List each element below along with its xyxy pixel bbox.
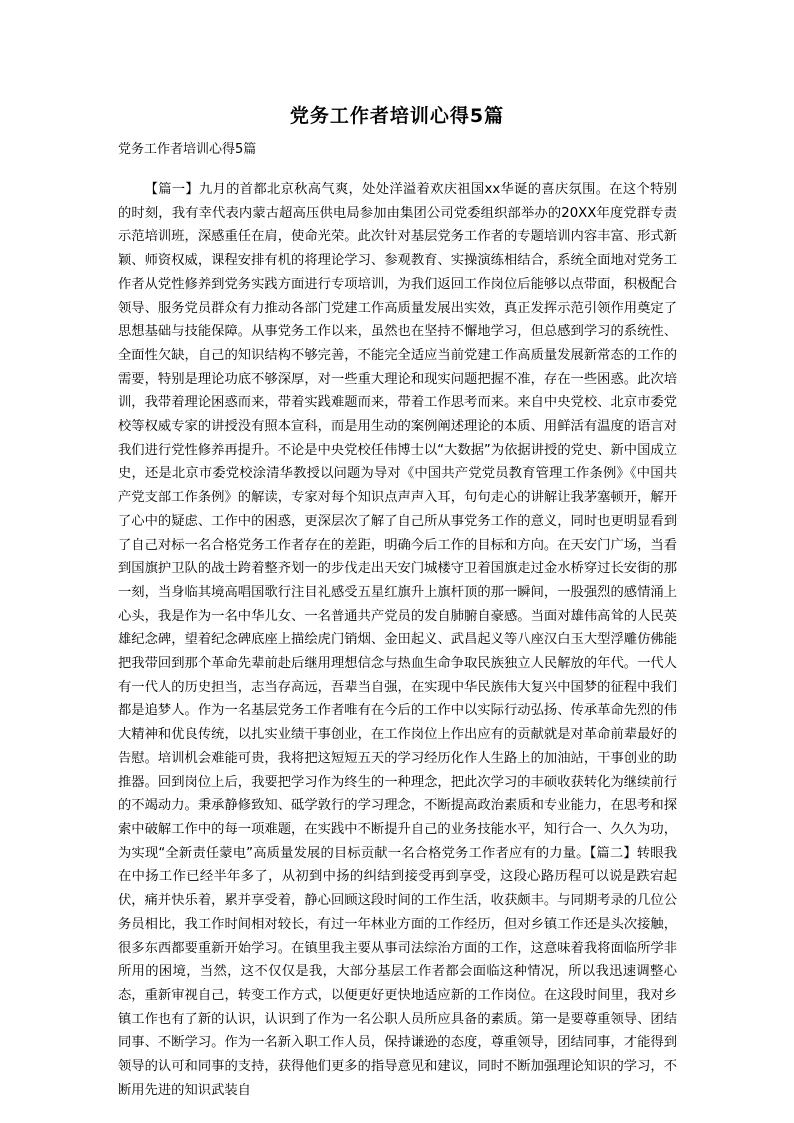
- document-subtitle: 党务工作者培训心得5篇: [118, 142, 257, 157]
- document-title: 党务工作者培训心得5篇: [289, 105, 505, 127]
- body-paragraph: 【篇一】九月的首都北京秋高气爽，处处洋溢着欢庆祖国xx华诞的喜庆氛围。在这个特别的时刻，我有幸代表内蒙古超高压供电局参加由集团公司党委组织部举办的20XX年度党群专责示范培训班，深感重任在肩，使命光荣。此次针对基层党务工作者的专题培训内容丰富、形式新颖、师资权威，课程安排有机的将理论学习、参观教育、实操演练相结合，系统全面地对党务工作者从党性修养到党务实践方面进行专项培训，为我们返回工作岗位后能够以点带面，积极配合领导、服务党员群众有力推动各部门党建工作高质量发展出实效，真正发挥示范引领作用奠定了思想基础与技能保障。从事党务工作以来，虽然也在坚持不懈地学习，但总感到学习的系统性、全面性欠缺，自己的知识结构不够完善，不能完全适应当前党建工作高质量发展新常态的工作的需要，特别是理论功底不够深厚，对一些重大理论和现实问题把握不准，存在一些困惑。此次培训，我带着理论困惑而来，带着实践难题而来，带着工作思考而来。来自中央党校、北京市委党校等权威专家的讲授没有照本宣科，而是用生动的案例阐述理论的本质、用鲜活有温度的语言对我们进行党性修养再提升。不论是中央党校任伟博士以“大数据”为依据讲授的党史、新中国成立史，还是北京市委党校涂清华教授以问题为导对《中国共产党党员教育管理工作条例》《中国共产党支部工作条例》的解读，专家对每个知识点声声入耳，句句走心的讲解让我茅塞顿开，解开了心中的疑虑、工作中的困惑，更深层次了解了自己所从事党务工作的意义，同时也更明显看到了自己对标一名合格党务工作者存在的差距，明确今后工作的目标和方向。在天安门广场，当看到国旗护卫队的战士跨着整齐划一的步伐走出天安门城楼守卫着国旗走过金水桥穿过长安街的那一刻，当身临其境高唱国歌行注目礼感受五星红旗升上旗杆顶的那一瞬间，一股强烈的感情涌上心头，我是作为一名中华儿女、一名普通共产党员的发自肺腑自豪感。当面对雄伟高耸的人民英雄纪念碑，望着纪念碑底座上描绘虎门销烟、金田起义、武昌起义等八座汉白玉大型浮雕仿佛能把我带回到那个革命先辈前赴后继用理想信念与热血生命争取民族独立人民解放的年代。一代人有一代人的历史担当，志当存高远，吾辈当自强，在实现中华民族伟大复兴中国梦的征程中我们都是追梦人。作为一名基层党务工作者唯有在今后的工作中以实际行动弘扬、传承革命先烈的伟大精神和优良传统，以扎实业绩干事创业，在工作岗位上作出应有的贡献就是对革命前辈最好的告慰。培训机会难能可贵，我将把这短短五天的学习经历化作人生路上的加油站，干事创业的助推器。回到岗位上后，我要把学习作为终生的一种理念，把此次学习的丰硕收获转化为继续前行的不竭动力。秉承静修致知、砥学敦行的学习理念，不断提高政治素质和专业能力，在思考和探索中破解工作中的每一项难题，在实践中不断提升自己的业务技能水平，知行合一、久久为功，为实现“全新责任蒙电”高质量发展的目标贡献一名合格党务工作者应有的力量。【篇二】转眼我在中扬工作已经半年多了，从初到中扬的纠结到接受再到享受，这段心路历程可以说是跌宕起伏，痛并快乐着，累并享受着，静心回顾这段时间的工作生活，收获颇丰。与同期考录的几位公务员相比，我工作时间相对较长，有过一年林业方面的工作经历，但对乡镇工作还是头次接触，很多东西都要重新开始学习。在镇里我主要从事司法综治方面的工作，这意味着我将面临所学非所用的困境，当然，这不仅仅是我，大部分基层工作者都会面临这种情况，所以我迅速调整心态，重新审视自己，转变工作方式，以便更好更快地适应新的工作岗位。在这段时间里，我对乡镇工作也有了新的认识，认识到了作为一名公职人员所应具备的素质。第一是要尊重领导、团结同事、不断学习。作为一名新入职工作人员，保持谦逊的态度，尊重领导，团结同事，才能得到领导的认可和同事的支持，获得他们更多的指导意见和建议，同时不断加强理论知识的学习，不断用先进的知识武装自: [118, 182, 677, 1098]
- document-body: [118, 178, 677, 1102]
